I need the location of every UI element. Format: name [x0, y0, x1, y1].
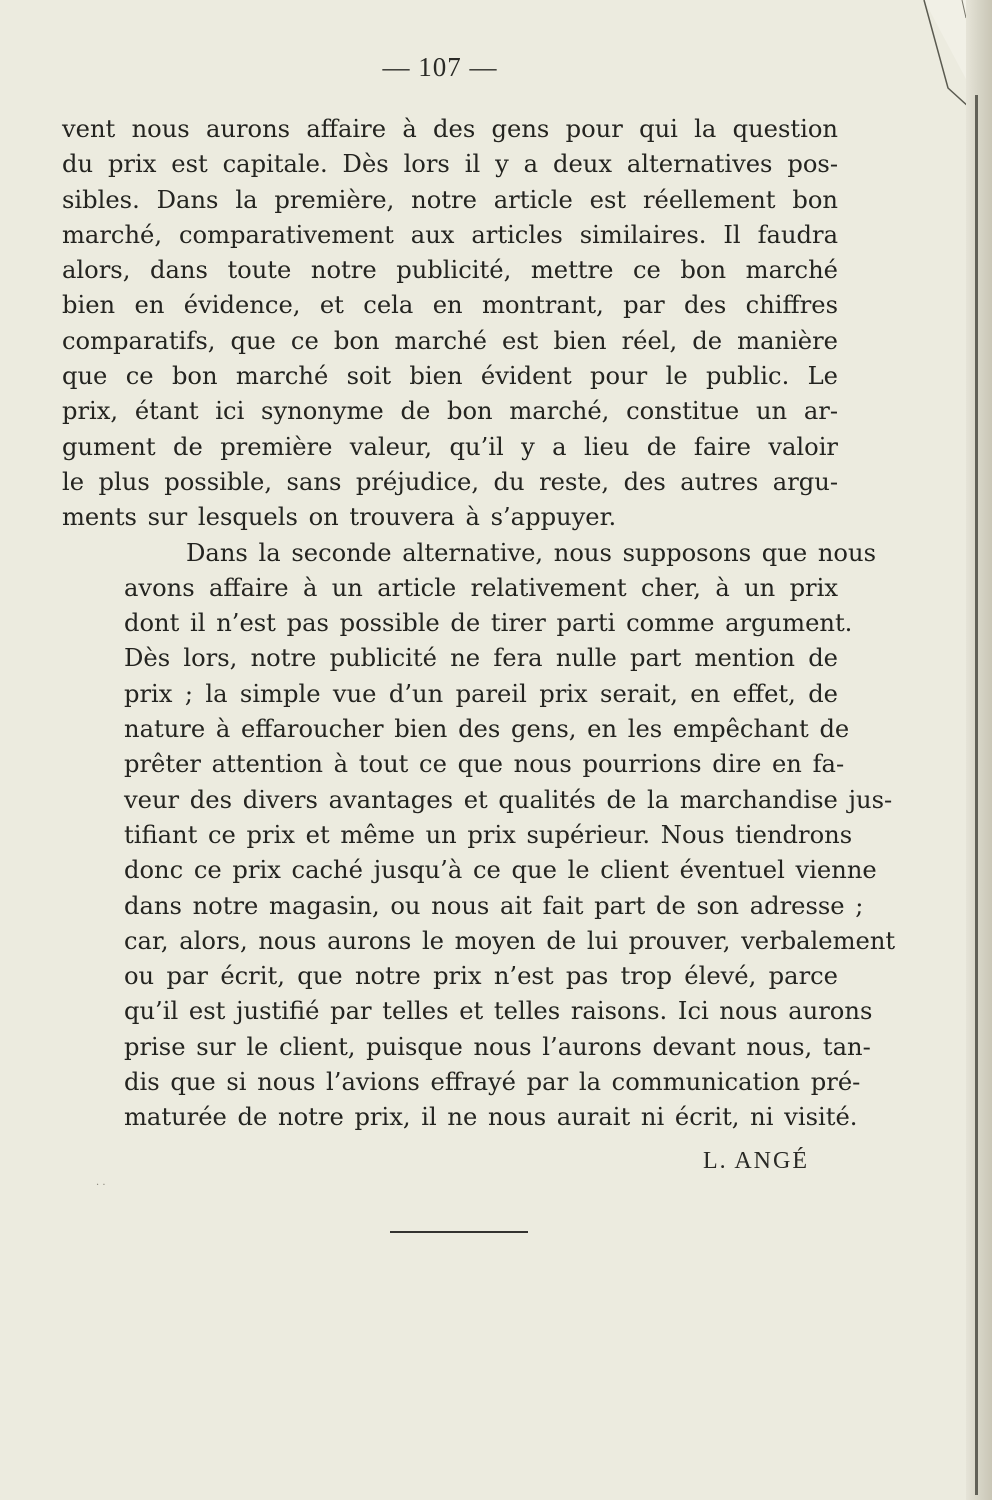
text-line: bien en évidence, et cela en montrant, par des chiffres — [62, 291, 838, 320]
text-line: sibles. Dans la première, notre article est réellement bon — [62, 185, 838, 214]
text-line: avons affaire à un article relativement cher, à un prix — [124, 573, 838, 602]
binding-line — [975, 95, 978, 1495]
text-line: prise sur le client, puisque nous l’aurons devant nous, tan- — [124, 1032, 871, 1061]
text-line: qu’il est justifié par telles et telles raisons. Ici nous aurons — [124, 997, 873, 1026]
text-line: comparatifs, que ce bon marché est bien réel, de manière — [62, 326, 838, 355]
text-line: tifiant ce prix et même un prix supérieur. Nous tiendrons — [124, 820, 853, 849]
text-line: ou par écrit, que notre prix n’est pas trop élevé, parce — [124, 962, 838, 991]
text-line: car, alors, nous aurons le moyen de lui prouver, verbalement — [124, 926, 896, 955]
page-number: — 107 — — [382, 52, 498, 82]
text-line: prix ; la simple vue d’un pareil prix serait, en effet, de — [124, 679, 838, 708]
page-edge-shadow — [966, 0, 992, 1500]
text-line: du prix est capitale. Dès lors il y a deux alternatives pos- — [62, 150, 838, 179]
text-line: dis que si nous l’avions effrayé par la communication pré- — [124, 1068, 861, 1097]
paragraph-1 — [62, 112, 838, 536]
text-line: gument de première valeur, qu’il y a lieu de faire valoir — [62, 432, 838, 461]
text-line: donc ce prix caché jusqu’à ce que le client éventuel vienne — [124, 856, 877, 885]
text-line: marché, comparativement aux articles similaires. Il faudra — [62, 220, 838, 249]
text-line: veur des divers avantages et qualités de la marchandise jus- — [124, 785, 893, 814]
text-line: maturée de notre prix, il ne nous aurait ni écrit, ni visité. — [124, 1103, 858, 1132]
text-line: le plus possible, sans préjudice, du reste, des autres argu- — [62, 467, 838, 496]
text-line: que ce bon marché soit bien évident pour le public. Le — [62, 362, 838, 391]
text-line: ments sur lesquels on trouvera à s’appuyer. — [62, 503, 617, 532]
text-line: prêter attention à tout ce que nous pourrions dire en fa- — [124, 750, 845, 779]
body-text — [62, 112, 896, 1136]
text-line: prix, étant ici synonyme de bon marché, constitue un ar- — [62, 397, 838, 426]
paper-speck: · · — [96, 1180, 106, 1191]
text-line: vent nous aurons affaire à des gens pour qui la question — [62, 115, 838, 143]
text-line: dans notre magasin, ou nous ait fait part de son adresse ; — [124, 891, 864, 920]
text-line: Dès lors, notre publicité ne fera nulle part mention de — [124, 644, 838, 673]
text-line: dont il n’est pas possible de tirer parti comme argument. — [124, 609, 853, 638]
paragraph-2 — [62, 536, 896, 1136]
text-line: nature à effaroucher bien des gens, en les empêchant de — [124, 715, 850, 744]
text-line: alors, dans toute notre publicité, mettre ce bon marché — [62, 256, 838, 285]
author-signature: L. ANGÉ — [703, 1148, 809, 1174]
closing-rule — [390, 1231, 528, 1233]
text-line: Dans la seconde alternative, nous supposons que nous — [186, 538, 876, 567]
